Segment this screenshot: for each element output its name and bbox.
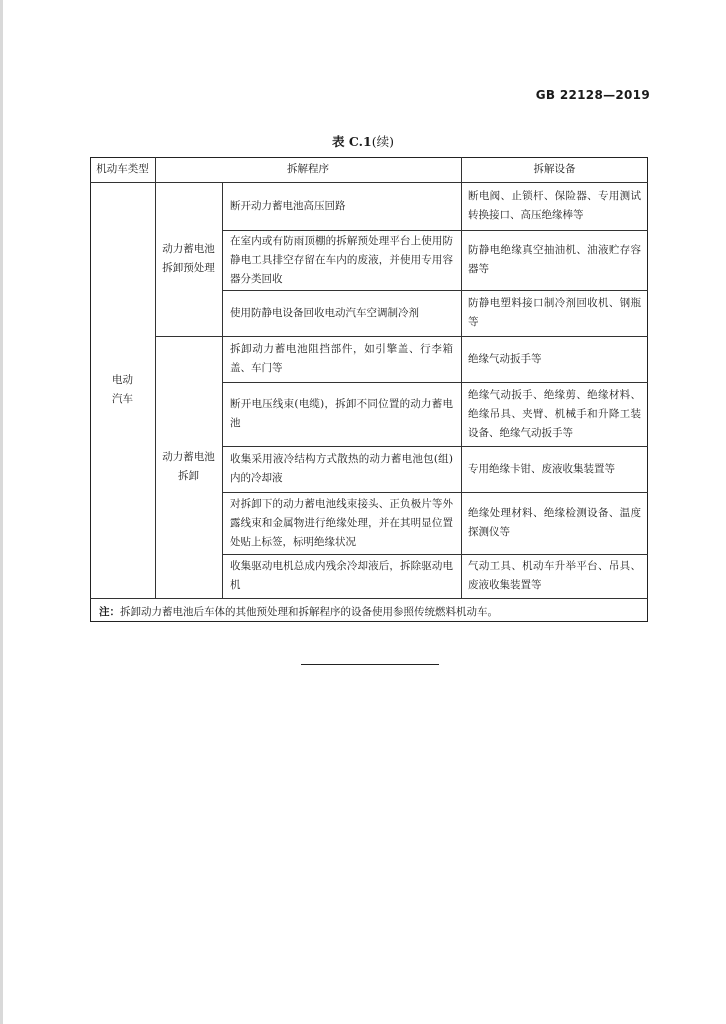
note-text: 拆卸动力蓄电池后车体的其他预处理和拆解程序的设备使用参照传统燃料机动车。 [120, 606, 498, 618]
group-label-removal: 动力蓄电池 拆卸 [162, 451, 215, 482]
procedure-cell: 断开电压线束(电缆)，拆卸不同位置的动力蓄电池 [230, 398, 453, 429]
table-caption-continued: (续) [371, 134, 394, 149]
equipment-cell: 绝缘处理材料、绝缘检测设备、温度探测仪等 [468, 507, 641, 538]
procedure-cell: 对拆卸下的动力蓄电池线束接头、正负极片等外露线束和金属物进行绝缘处理，并在其明显位置处贴上标签，标明绝缘状况 [230, 497, 453, 548]
procedure-cell: 在室内或有防雨顶棚的拆解预处理平台上使用防静电工具排空存留在车内的废液，并使用专用容器分类回收 [230, 234, 453, 285]
note-label: 注： [99, 606, 120, 618]
header-procedure: 拆解程序 [287, 163, 329, 175]
table-caption [0, 132, 726, 150]
equipment-cell: 绝缘气动扳手等 [468, 352, 542, 365]
equipment-cell: 气动工具、机动车升举平台、吊具、废液收集装置等 [468, 560, 641, 591]
procedure-cell: 使用防静电设备回收电动汽车空调制冷剂 [230, 306, 419, 319]
header-equipment: 拆解设备 [533, 163, 576, 175]
equipment-cell: 断电阀、止锁杆、保险器、专用测试转换接口、高压绝缘棒等 [468, 190, 641, 221]
vehicle-type-line-2: 汽车 [112, 393, 133, 405]
table-note [99, 603, 498, 621]
vehicle-type-line-1: 电动 [112, 374, 133, 386]
table-caption-title: 表 C.1 [332, 134, 372, 149]
end-rule [301, 664, 439, 665]
header-vehicle-type: 机动车类型 [96, 163, 149, 175]
equipment-cell: 绝缘气动扳手、绝缘剪、绝缘材料、绝缘吊具、夹臂、机械手和升降工装设备、绝缘气动扳手等 [468, 388, 641, 439]
procedure-cell: 收集采用液冷结构方式散热的动力蓄电池包(组)内的冷却液 [230, 453, 453, 484]
equipment-cell: 防静电绝缘真空抽油机、油液贮存容器等 [468, 244, 641, 275]
procedure-cell: 断开动力蓄电池高压回路 [230, 199, 346, 212]
vehicle-type-cell [90, 182, 155, 598]
procedure-cell: 收集驱动电机总成内残余冷却液后，拆除驱动电机 [230, 560, 453, 591]
equipment-cell: 专用绝缘卡钳、废液收集装置等 [468, 462, 615, 475]
standard-number: GB 22128—2019 [535, 88, 650, 102]
page-edge [0, 0, 3, 1024]
equipment-cell: 防静电塑料接口制冷剂回收机、钢瓶等 [468, 297, 641, 328]
procedure-cell: 拆卸动力蓄电池阻挡部件，如引擎盖、行李箱盖、车门等 [230, 343, 453, 374]
rule-note [90, 598, 648, 599]
group-label-pre-processing: 动力蓄电池 拆卸预处理 [162, 243, 215, 274]
